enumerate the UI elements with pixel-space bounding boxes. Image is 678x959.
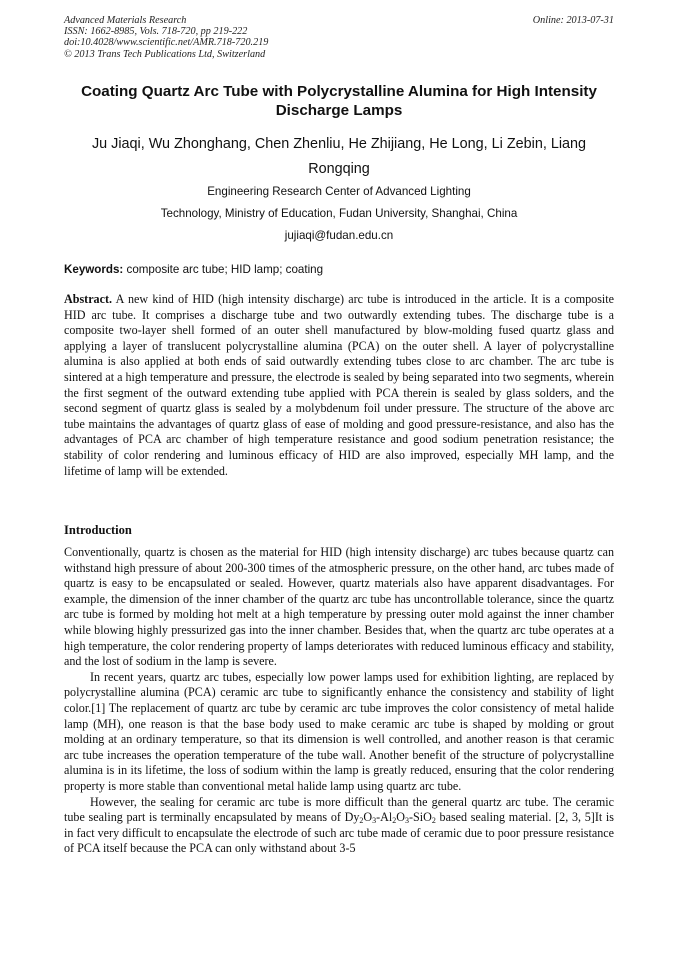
formula-o: O [396, 810, 405, 825]
author-list: Ju Jiaqi, Wu Zhonghang, Chen Zhenliu, He Zhijiang, He Long, Li Zebin, Liang Rongqing [91, 136, 587, 177]
paper-title: Coating Quartz Arc Tube with Polycrystalline Alumina for High Intensity Discharge Lamps [81, 83, 597, 119]
formula-al: -Al [376, 810, 393, 825]
intro-paragraph-1: Conventionally, quartz is chosen as the material for HID (high intensity discharge) arc tubes because quartz can withstand high pressure of about 200-300 times of the atmospheric pressure, on the other hand, arc tubes made of quartz is easy to be encapsulated or sealed. However, quartz materials also have apparent disadvantages. For example, the dimension of the inner chamber of the quartz arc tube has uncontrollable tolerance, since the quartz arc tube is formed by molding hot melt at a high temperature by pressing outer mold against the inner chamber while blowing highly pressurized gas into the inner chamber. Besides that, when the quartz arc tube operates at a high temperature, the color rendering property of lamps deteriorates with reduced luminous efficacy and stability, and the lost of sodium in the lamp is severe. [64, 545, 614, 669]
formula-sub: 2 [359, 816, 364, 826]
formula-sio: -SiO [408, 810, 432, 825]
online-date: Online: 2013-07-31 [532, 15, 614, 26]
formula-sub: 2 [431, 816, 436, 826]
formula-sub: 2 [392, 816, 397, 826]
author-email[interactable]: jujiaqi@fudan.edu.cn [284, 229, 394, 242]
issn-line: ISSN: 1662-8985, Vols. 718-720, pp 219-222 [64, 26, 248, 38]
affiliation-line-1: Engineering Research Center of Advanced Lighting [207, 185, 471, 198]
formula-sub: 3 [372, 816, 377, 826]
introduction-heading: Introduction [64, 523, 132, 537]
intro-paragraph-2: In recent years, quartz arc tubes, especially low power lamps used for exhibition lighting, are replaced by polycrystalline alumina (PCA) ceramic arc tube to significantly enhance the consistency and stability of light color.[1] The replacement of quartz arc tube by ceramic arc tube improves the color consistency of metal halide lamp (MH), one reason is that the base body used to make ceramic arc tube is shaped by molding or grout molding at an ordinary temperature, so that its dimension is well controlled, and another reason is that ceramic arc tube increases the operation temperature of the tube wall. Another benefit of the structure of polycrystalline alumina is in its lifetime, the loss of sodium within the lamp is greatly reduced, ensuring that the color rendering property is more stable than conventional metal halide lamp using quartz arc tube. [64, 669, 614, 793]
formula-o: O [363, 810, 373, 825]
journal-name: Advanced Materials Research [64, 15, 187, 26]
abstract [64, 292, 614, 479]
keywords-text: composite arc tube; HID lamp; coating [126, 263, 324, 276]
introduction-body [64, 545, 614, 857]
affiliation-line-2: Technology, Ministry of Education, Fudan University, Shanghai, China [160, 207, 518, 220]
copyright-line: © 2013 Trans Tech Publications Ltd, Switzerland [64, 48, 266, 60]
abstract-label: Abstract. [64, 292, 113, 306]
formula-dy: Dy [344, 810, 360, 825]
affiliation-block [60, 181, 618, 247]
doi-line[interactable]: doi:10.4028/www.scientific.net/AMR.718-720.219 [64, 37, 269, 49]
keywords [64, 263, 323, 276]
sealing-formula [345, 810, 436, 824]
intro-p3-text-a: However, the sealing for ceramic arc tube is more difficult than the general quartz arc tube. The ceramic tube sealing part is terminally encapsulated by means of [64, 794, 614, 825]
journal-header [64, 15, 268, 60]
keywords-label: Keywords: [64, 263, 124, 276]
intro-p3-text-b: based sealing material. [2, 3, 5]It is in fact very difficult to encapsulate the electrode of such arc tube made of ceramic due to poor pressure resistance of PCA itself because the PCA can only withstand about 3-5 [64, 810, 614, 856]
abstract-text: A new kind of HID (high intensity discharge) arc tube is introduced in the article. It is a composite HID arc tube. It comprises a discharge tube and two outwardly extending tubes. The discharge tube is a composite two-layer shell formed of an outer shell manufactured by blow-molding fused quartz glass and applying a layer of translucent polycrystalline alumina (PCA) on the outer shell. A layer of polycrystalline alumina is also applied at both ends of said outwardly extending tubes close to arc chamber. The arc tube is sintered at a high temperature and pressure, the electrode is sealed by being separated into two segments, wherein the first segment of the outward extending tube applied with PCA therein is sealed by glass solders, and the second segment of quartz glass is sealed by a molybdenum foil under pressure. The structure of the above arc tube maintains the advantages of quartz glass of ease of molding and good pressure-resistance, and also has the advantages of PCA arc chamber of high temperature resistance and good sodium penetration resistance; the stability of color rendering and luminous efficacy of HID are also improved, especially MH lamp, and the lifetime of lamp will be extended. [64, 292, 615, 478]
formula-sub: 3 [404, 816, 409, 826]
intro-paragraph-3 [64, 795, 614, 857]
